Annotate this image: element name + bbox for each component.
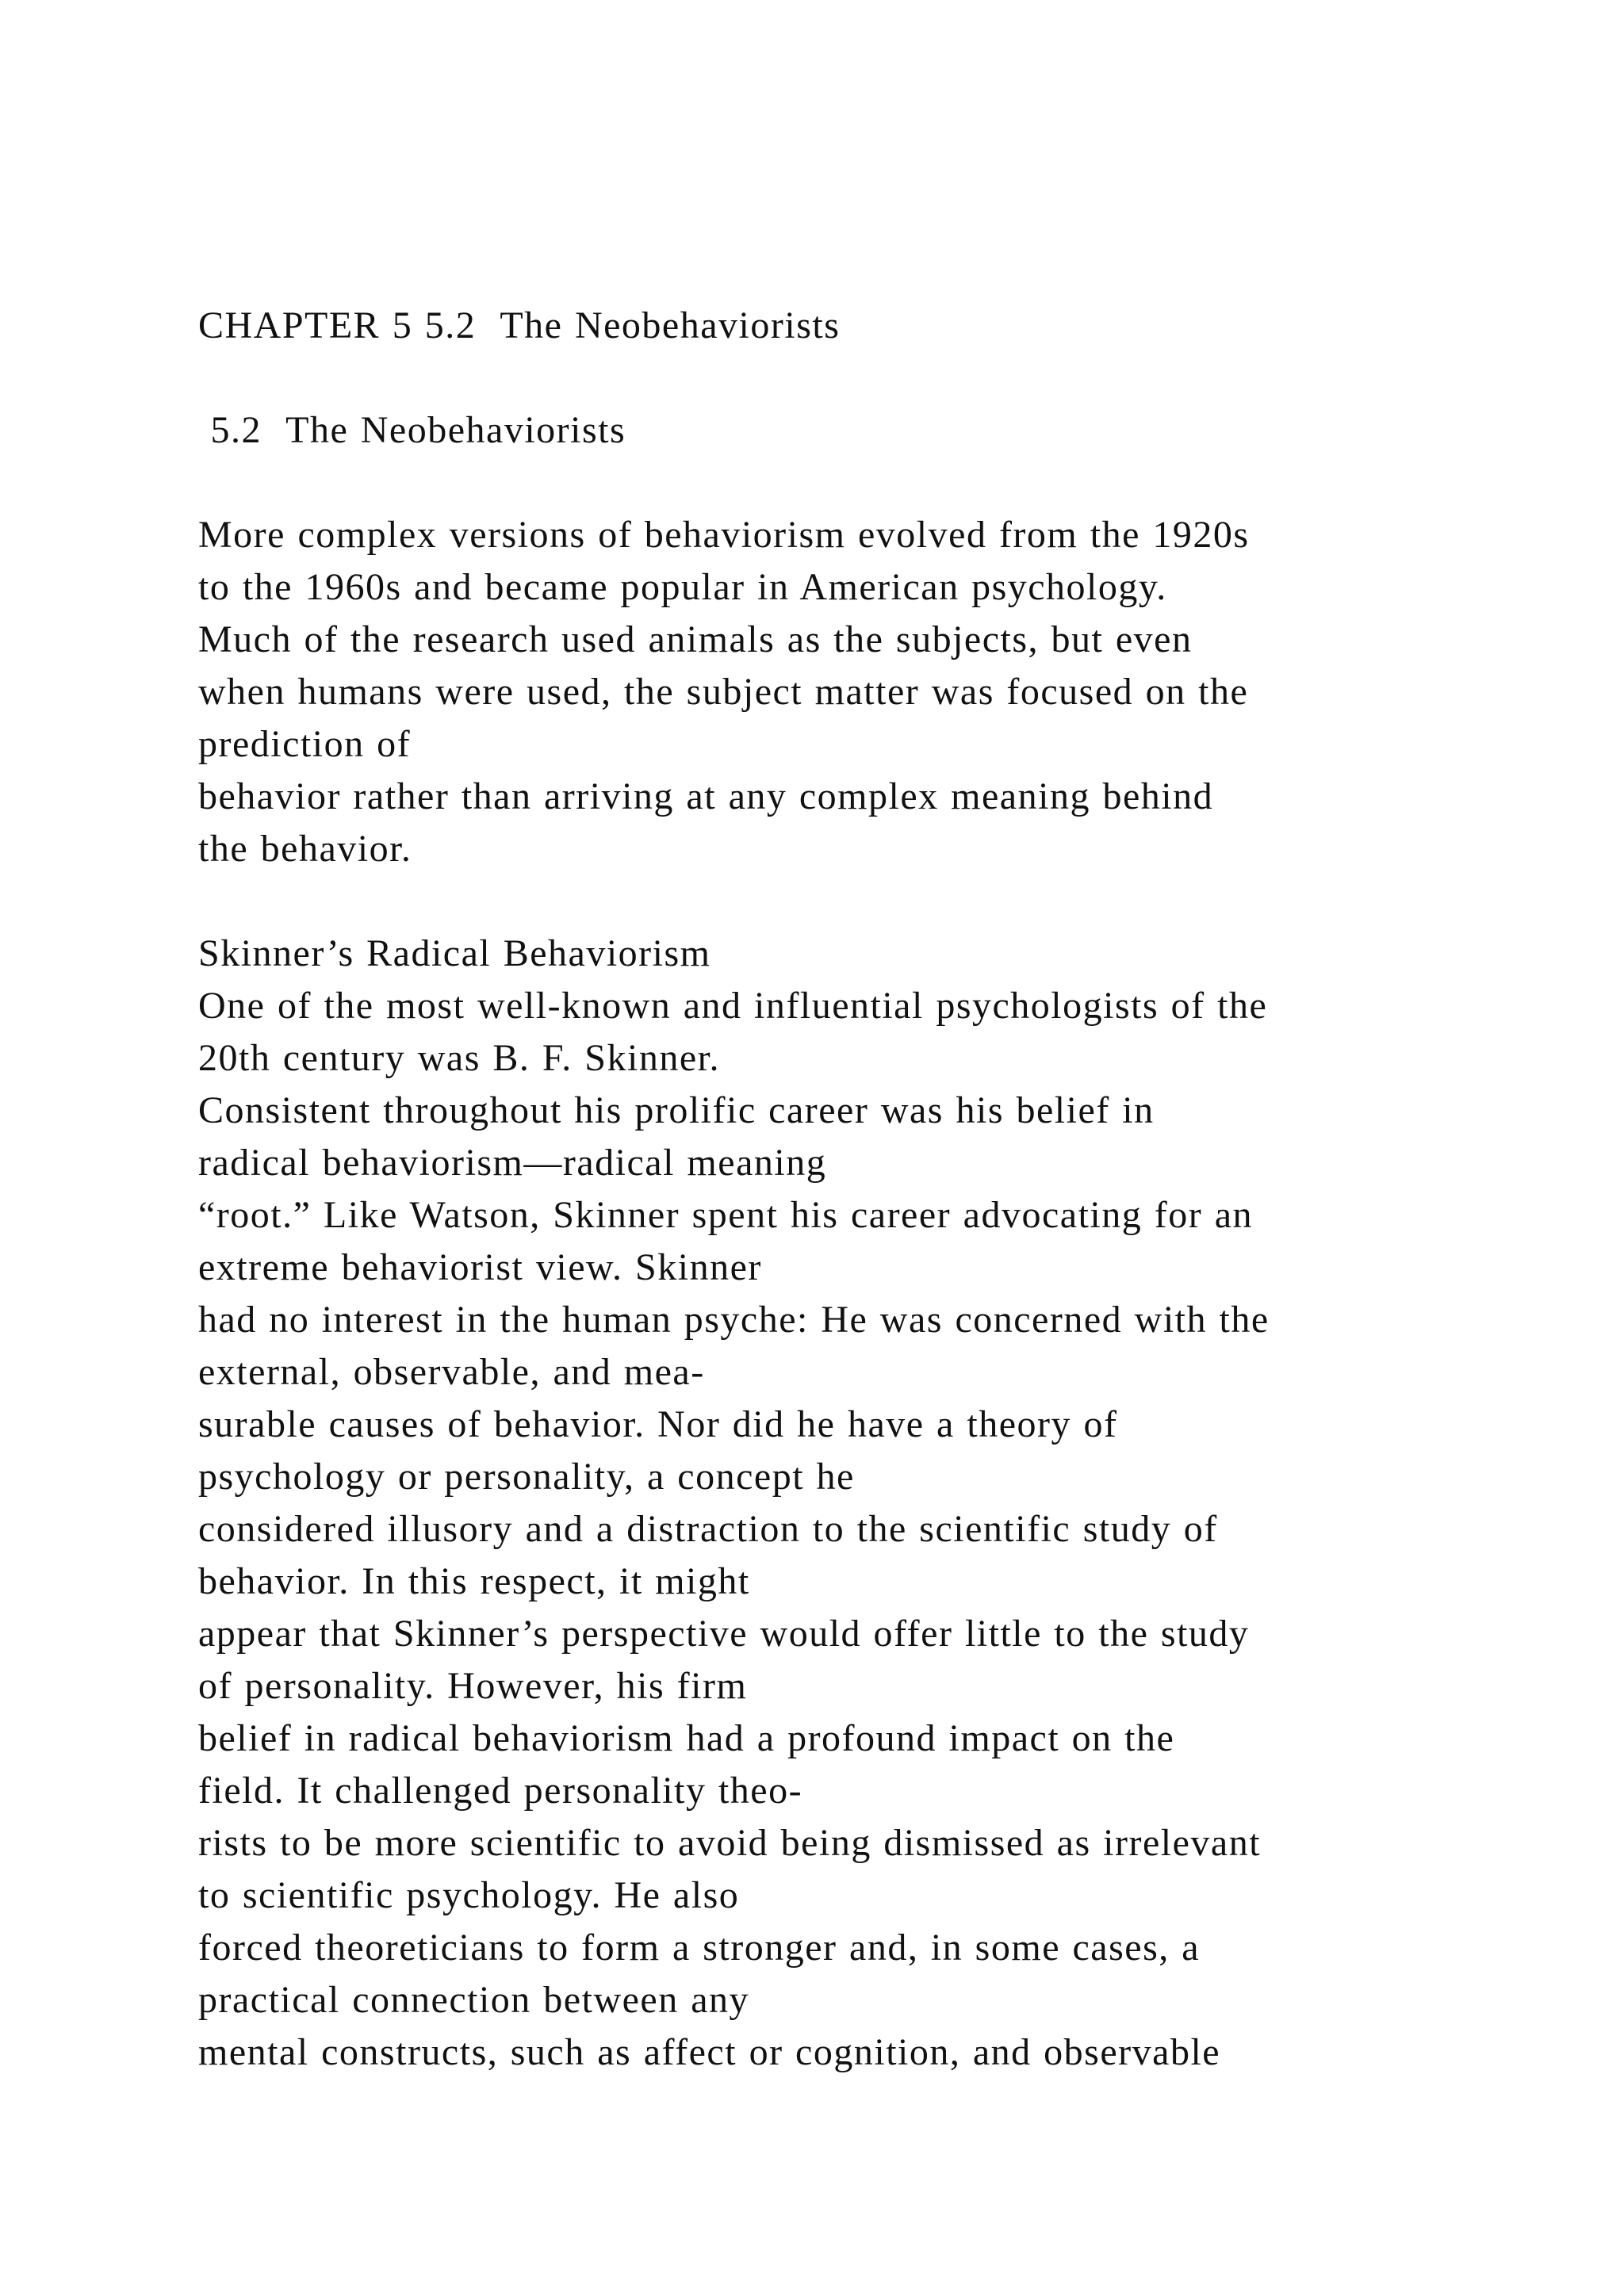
subheading: Skinner’s Radical Behaviorism: [198, 932, 711, 974]
text-line: of personality. However, his firm: [198, 1665, 748, 1707]
text-line: behavior rather than arriving at any complex meaning behind: [198, 775, 1214, 817]
text-line: rists to be more scientific to avoid being dismissed as irrelevant: [198, 1822, 1262, 1864]
text-line: belief in radical behaviorism had a profound impact on the: [198, 1717, 1175, 1759]
text-line: radical behaviorism—radical meaning: [198, 1142, 827, 1184]
paragraph-intro: [198, 509, 1546, 875]
text-line: the behavior.: [198, 828, 412, 870]
section-title: 5.2 The Neobehaviorists: [198, 409, 626, 451]
text-line: psychology or personality, a concept he: [198, 1456, 855, 1498]
text-line: field. It challenged personality theo-: [198, 1770, 803, 1812]
text-line: One of the most well-known and influential psychologists of the: [198, 985, 1268, 1027]
text-line: mental constructs, such as affect or cognition, and observable: [198, 2031, 1221, 2073]
text-line: appear that Skinner’s perspective would offer little to the study: [198, 1613, 1250, 1655]
text-line: Consistent throughout his prolific career was his belief in: [198, 1089, 1155, 1131]
text-line: extreme behaviorist view. Skinner: [198, 1246, 762, 1288]
text-line: practical connection between any: [198, 1979, 750, 2021]
document-page: [198, 300, 1546, 2079]
text-line: had no interest in the human psyche: He was concerned with the: [198, 1299, 1270, 1341]
spacer: [198, 875, 1546, 928]
text-line: forced theoreticians to form a stronger and, in some cases, a: [198, 1927, 1201, 1969]
text-line: external, observable, and mea-: [198, 1351, 705, 1393]
text-line: prediction of: [198, 723, 412, 765]
text-line: “root.” Like Watson, Skinner spent his career advocating for an: [198, 1194, 1254, 1236]
text-line: surable causes of behavior. Nor did he have a theory of: [198, 1403, 1118, 1445]
paragraph-skinner: [198, 980, 1546, 2079]
text-line: 20th century was B. F. Skinner.: [198, 1037, 720, 1079]
text-line: to scientific psychology. He also: [198, 1874, 740, 1916]
spacer: [198, 352, 1546, 404]
text-line: considered illusory and a distraction to the scientific study of: [198, 1508, 1218, 1550]
text-line: when humans were used, the subject matter was focused on the: [198, 671, 1249, 713]
text-line: More complex versions of behaviorism evolved from the 1920s: [198, 514, 1250, 556]
text-line: behavior. In this respect, it might: [198, 1560, 750, 1602]
text-line: to the 1960s and became popular in American psychology.: [198, 566, 1167, 608]
text-line: Much of the research used animals as the subjects, but even: [198, 618, 1193, 660]
chapter-header: CHAPTER 5 5.2 The Neobehaviorists: [198, 304, 841, 346]
spacer: [198, 457, 1546, 509]
